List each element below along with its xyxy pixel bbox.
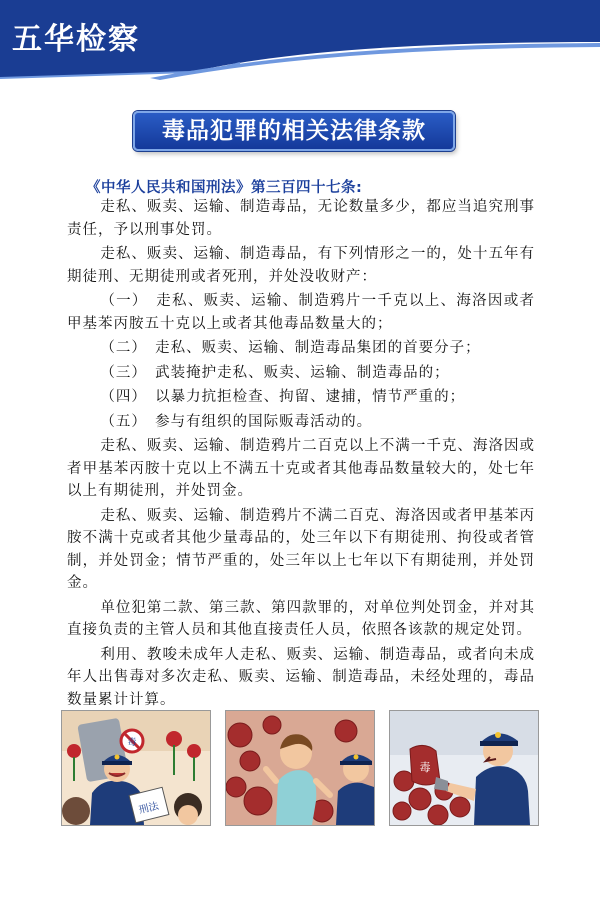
paragraph: （五） 参与有组织的国际贩毒活动的。 — [100, 413, 373, 430]
header-banner — [0, 0, 600, 80]
paragraph: （二） 走私、贩卖、运输、制造毒品集团的首要分子； — [100, 340, 481, 356]
paragraph: （一） 走私、贩卖、运输、制造鸦片一千克以上、海洛因或者甲基苯丙胺五十克以上或者其他毒品数量大的； — [67, 293, 535, 332]
paragraph: 走私、贩卖、运输、制造毒品，无论数量多少，都应当追究刑事责任，予以刑事处罚。 — [67, 199, 535, 238]
paragraph: 走私、贩卖、运输、制造鸦片不满二百克、海洛因或者甲基苯丙胺不满十克或者其他少量毒品的，处三年以下有期徒刑、拘役或者管制，并处罚金；情节严重的，处三年以上七年以下有期徒刑，并处罚金。 — [67, 507, 535, 591]
paragraph: 单位犯第二款、第三款、第四款罪的，对单位判处罚金，并对其直接负责的主管人员和其他直接责任人员，依照各该款的规定处罚。 — [67, 599, 535, 638]
article-heading: 《中华人民共和国刑法》第三百四十七条: — [86, 180, 363, 196]
brand-name: 五华检察 — [12, 22, 140, 57]
illustration-strip — [61, 710, 539, 826]
law-document-label: 刑法 — [137, 800, 160, 817]
paragraph: 走私、贩卖、运输、制造鸦片二百克以上不满一千克、海洛因或者甲基苯丙胺十克以上不满五十克或者其他毒品数量较大的，处七年以上有期徒刑，并处罚金。 — [67, 438, 535, 499]
law-body — [67, 196, 535, 713]
arrest-drawing — [226, 711, 374, 825]
poster-symbol: 毒 — [127, 738, 137, 748]
illustration-seizure — [389, 710, 539, 826]
paragraph: 走私、贩卖、运输、制造毒品，有下列情形之一的，处十五年有期徒刑、无期徒刑或者死刑，并处没收财产： — [67, 246, 535, 285]
illustration-officer-law — [61, 710, 211, 826]
paragraph: （四） 以暴力抗拒检查、拘留、逮捕，情节严重的； — [100, 389, 466, 405]
officer-law-drawing — [62, 711, 210, 825]
title-banner — [133, 111, 455, 151]
illustration-arrest — [225, 710, 375, 826]
page-title: 毒品犯罪的相关法律条款 — [162, 118, 426, 144]
drug-sack-label: 毒 — [419, 761, 431, 774]
paragraph: 利用、教唆未成年人走私、贩卖、运输、制造毒品，或者向未成年人出售毒对多次走私、贩卖、运输、制造毒品，未经处理的，毒品数量累计计算。 — [67, 646, 535, 708]
paragraph: （三） 武装掩护走私、贩卖、运输、制造毒品的； — [100, 364, 450, 381]
seizure-drawing — [390, 711, 538, 825]
